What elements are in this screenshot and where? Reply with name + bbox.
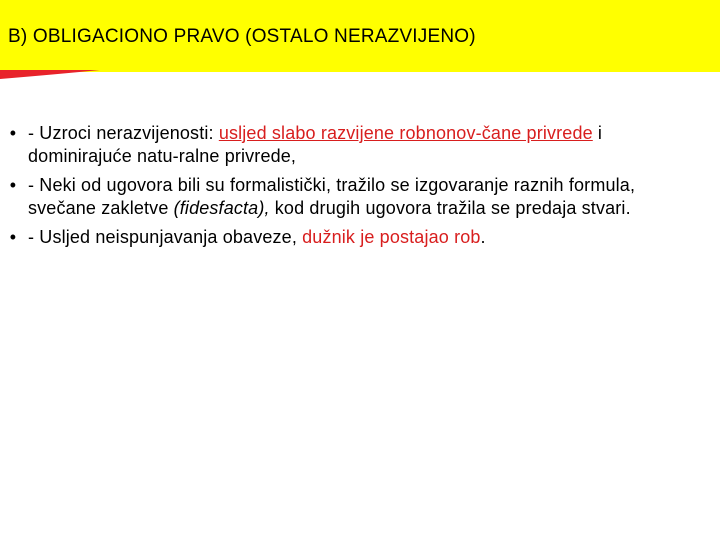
bullet-1-highlight: usljed slabo razvijene robnonov-čane privrede	[218, 123, 593, 143]
title-bar	[0, 0, 720, 72]
accent-stroke-decoration	[0, 68, 110, 80]
bullet-dot: •	[9, 227, 17, 247]
bullet-3-highlight: dužnik je postajao rob	[302, 227, 481, 247]
bullet-2-tail: kod drugih ugovora tražila se predaja stvari.	[269, 198, 631, 218]
bullet-dot: •	[9, 175, 17, 195]
bullet-1-text: - Uzroci nerazvijenosti:	[28, 123, 219, 143]
bullet-item-3	[0, 226, 712, 249]
bullet-list	[0, 122, 712, 255]
bullet-1-tail: i dominirajuće natu-ralne privrede,	[28, 123, 603, 166]
bullet-item-1	[0, 122, 712, 168]
bullet-2-italic: (fidesfacta),	[173, 198, 270, 218]
bullet-3-text: - Usljed neispunjavanja obaveze,	[28, 227, 303, 247]
slide-title: B) OBLIGACIONO PRAVO (OSTALO NERAZVIJENO)	[8, 26, 476, 47]
bullet-item-2	[0, 174, 712, 220]
bullet-2-text: - Neki od ugovora bili su formalistički, tražilo se izgovaranje raznih formula, svečane zakletve	[28, 175, 636, 218]
bullet-dot: •	[9, 123, 17, 143]
bullet-3-tail: .	[480, 227, 486, 247]
